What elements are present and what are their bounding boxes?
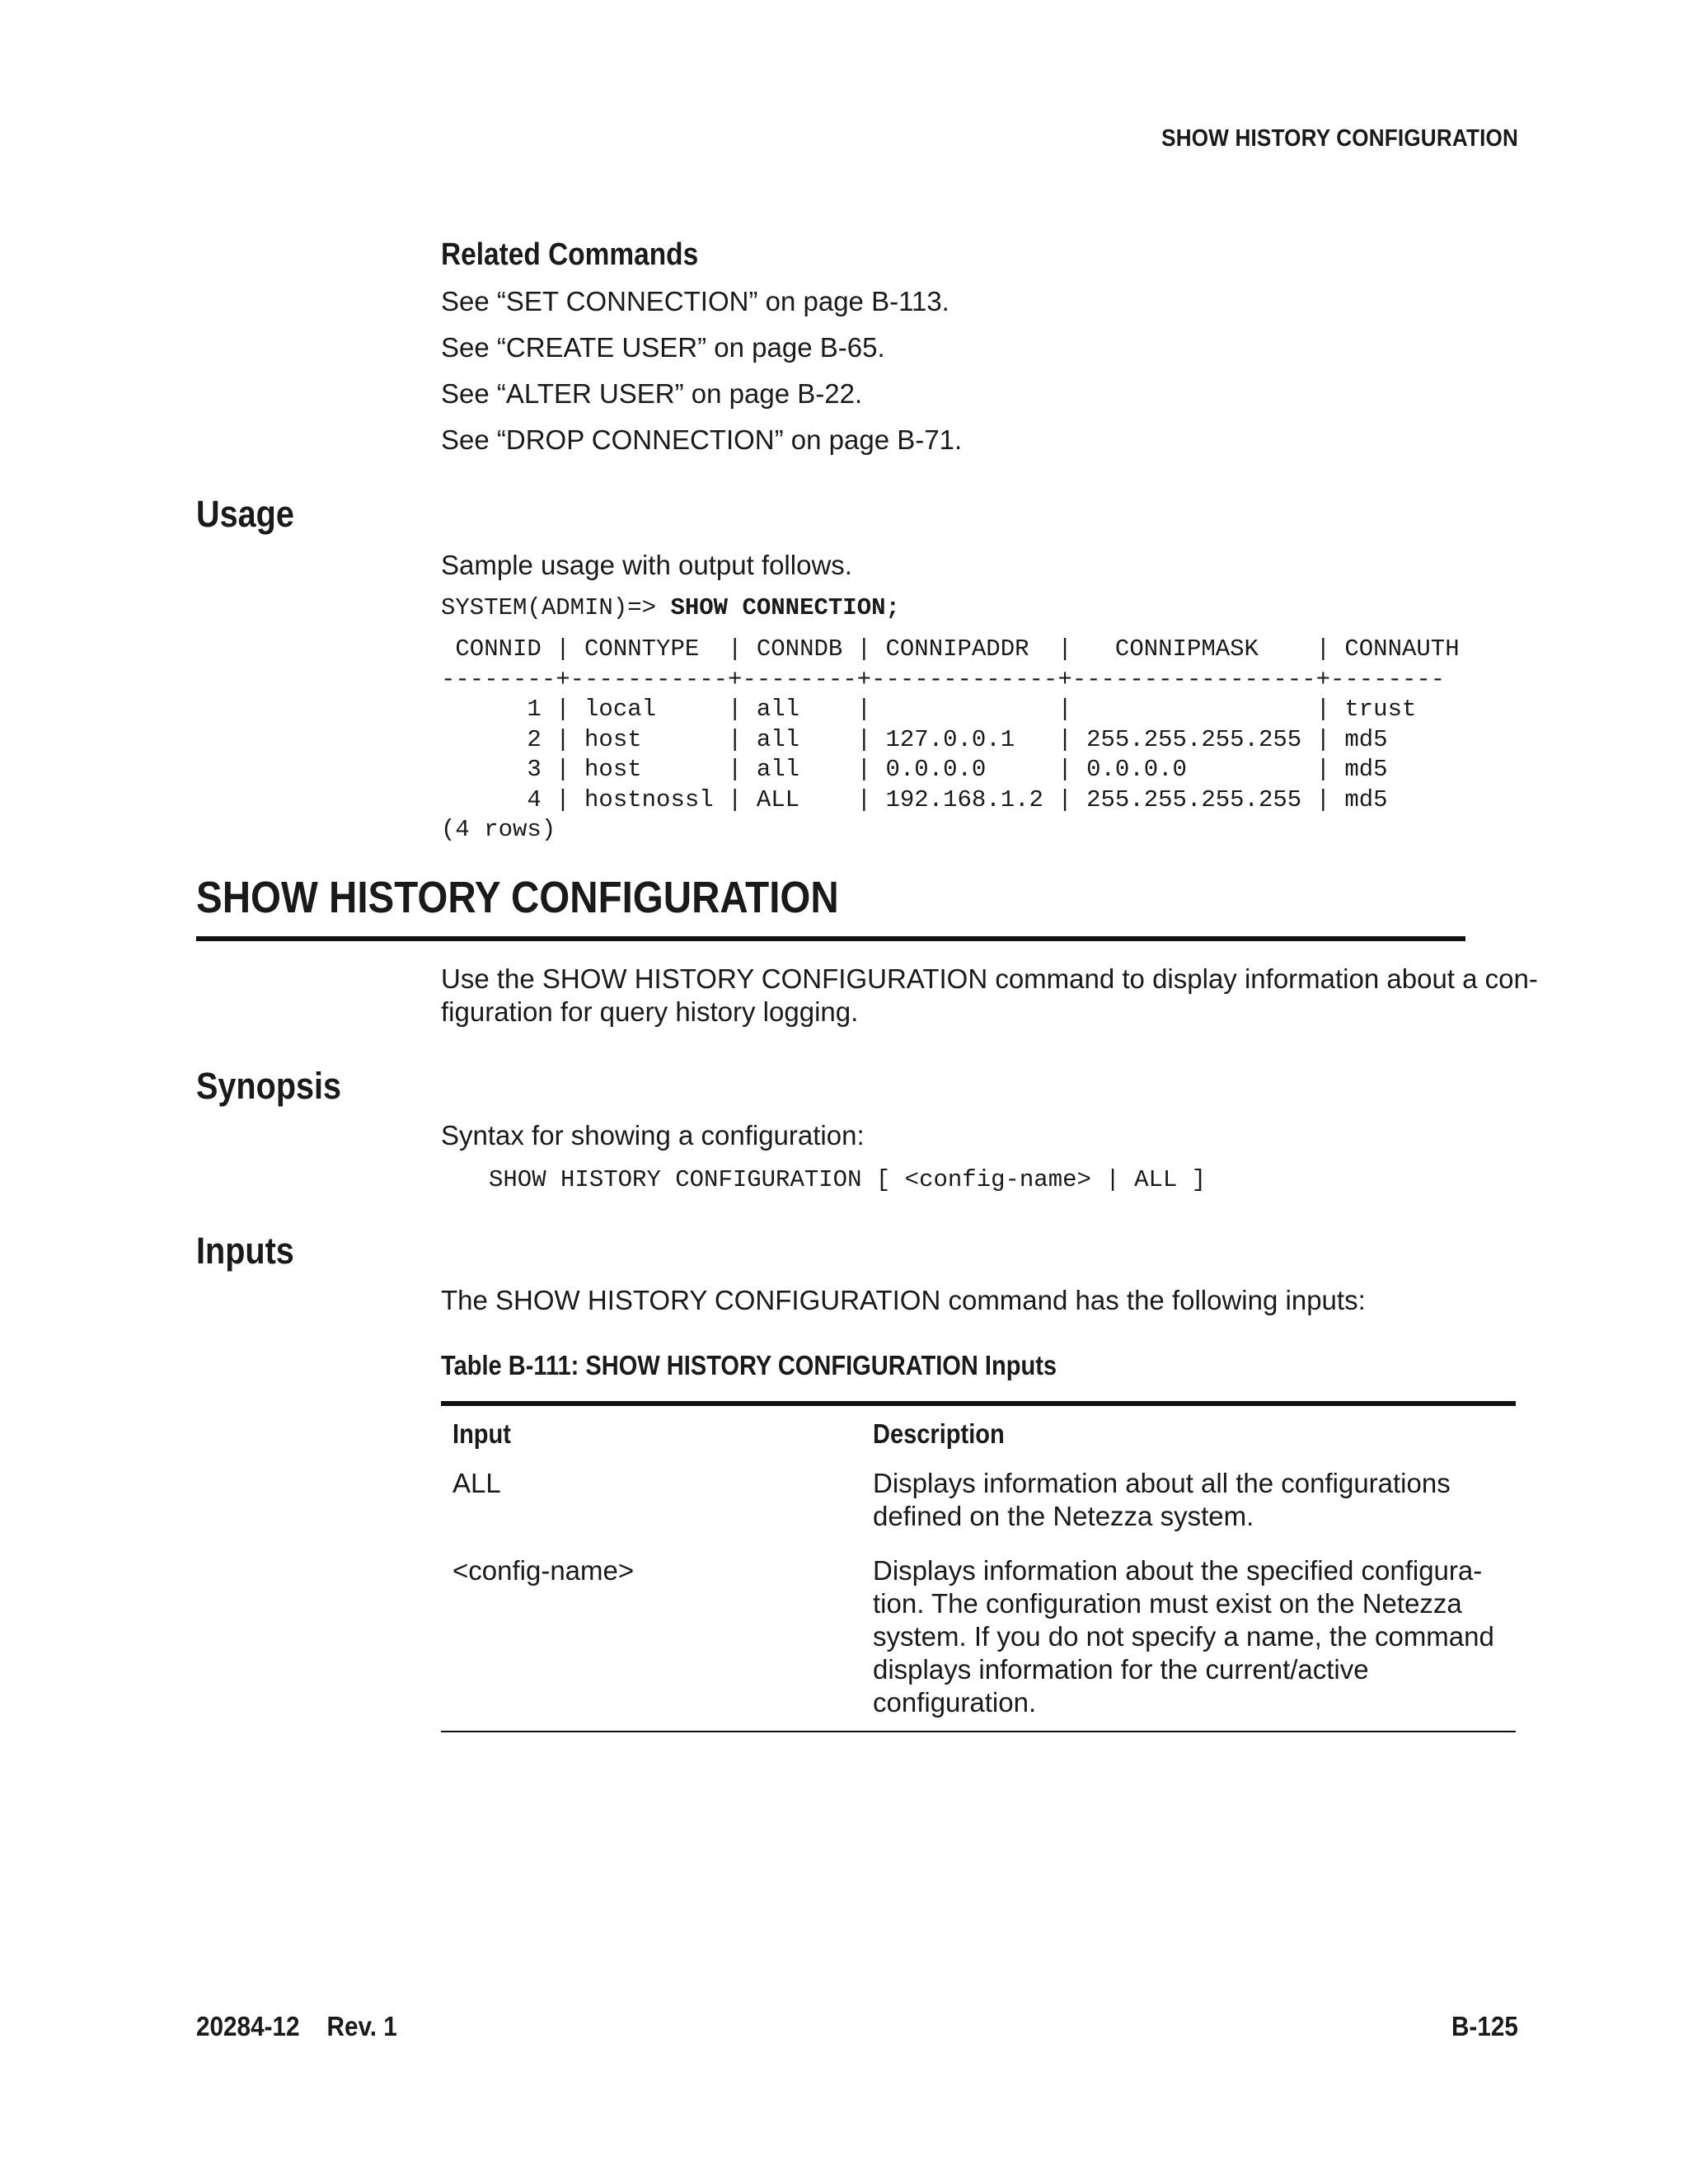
section-title-rule: [196, 936, 1465, 941]
synopsis-syntax: SHOW HISTORY CONFIGURATION [ <config-name> | ALL ]: [489, 1166, 1207, 1193]
related-commands-heading: Related Commands: [441, 237, 699, 272]
column-header-description: Description: [861, 1404, 1516, 1459]
usage-intro: Sample usage with output follows.: [441, 550, 852, 580]
description-cell: Displays information about the specified configura-tion. The configuration must exist on the Netezza system. If you do not specify a name, the command displays information for the current/active configuration.: [861, 1546, 1516, 1732]
related-command-item: See “CREATE USER” on page B-65.: [441, 332, 885, 363]
section-description-line: figuration for query history logging.: [441, 996, 859, 1027]
related-command-item: See “ALTER USER” on page B-22.: [441, 378, 863, 409]
command-text: SHOW CONNECTION;: [670, 594, 900, 621]
connection-output: CONNID | CONNTYPE | CONNDB | CONNIPADDR | CONNIPMASK | CONNAUTH --------+-----------+--------+-------------+-----------------+-------- 1 | local | all | | | trust 2 | host | all | 127.0.0.1 | 255.255.255.255 | md5 3 | host | all | 0.0.0.0 | 0.0.0.0 | md5 4 | hostnossl | ALL | 192.168.1.2 | 255.255.255.255 | md5 (4 rows): [441, 635, 1460, 843]
inputs-intro: The SHOW HISTORY CONFIGURATION command has the following inputs:: [441, 1285, 1366, 1315]
description-cell: Displays information about all the configurations defined on the Netezza system.: [873, 1468, 1451, 1531]
table-row: [441, 1546, 1516, 1732]
inputs-table: [441, 1401, 1516, 1732]
synopsis-intro: Syntax for showing a configuration:: [441, 1120, 865, 1151]
synopsis-heading: Synopsis: [196, 1065, 342, 1107]
running-head: SHOW HISTORY CONFIGURATION: [1161, 125, 1518, 152]
related-command-item: See “SET CONNECTION” on page B-113.: [441, 286, 950, 316]
input-cell: ALL: [452, 1468, 501, 1498]
related-command-item: See “DROP CONNECTION” on page B-71.: [441, 424, 963, 455]
command-prompt: SYSTEM(ADMIN)=>: [441, 594, 671, 621]
table-header-row: [441, 1404, 1516, 1459]
input-cell: <config-name>: [441, 1546, 861, 1732]
section-description-line: Use the SHOW HISTORY CONFIGURATION command to display information about a con-: [441, 963, 1538, 994]
section-title: SHOW HISTORY CONFIGURATION: [196, 873, 839, 922]
footer-doc-number: 20284-12 Rev. 1: [196, 2011, 397, 2041]
usage-heading: Usage: [196, 493, 294, 535]
inputs-heading: Inputs: [196, 1230, 294, 1272]
column-header-input: Input: [441, 1404, 861, 1459]
table-row: [441, 1459, 1516, 1546]
footer-page-number: B-125: [1451, 2011, 1518, 2041]
usage-command-line: [441, 593, 900, 624]
table-caption: Table B-111: SHOW HISTORY CONFIGURATION Inputs: [441, 1350, 1057, 1380]
